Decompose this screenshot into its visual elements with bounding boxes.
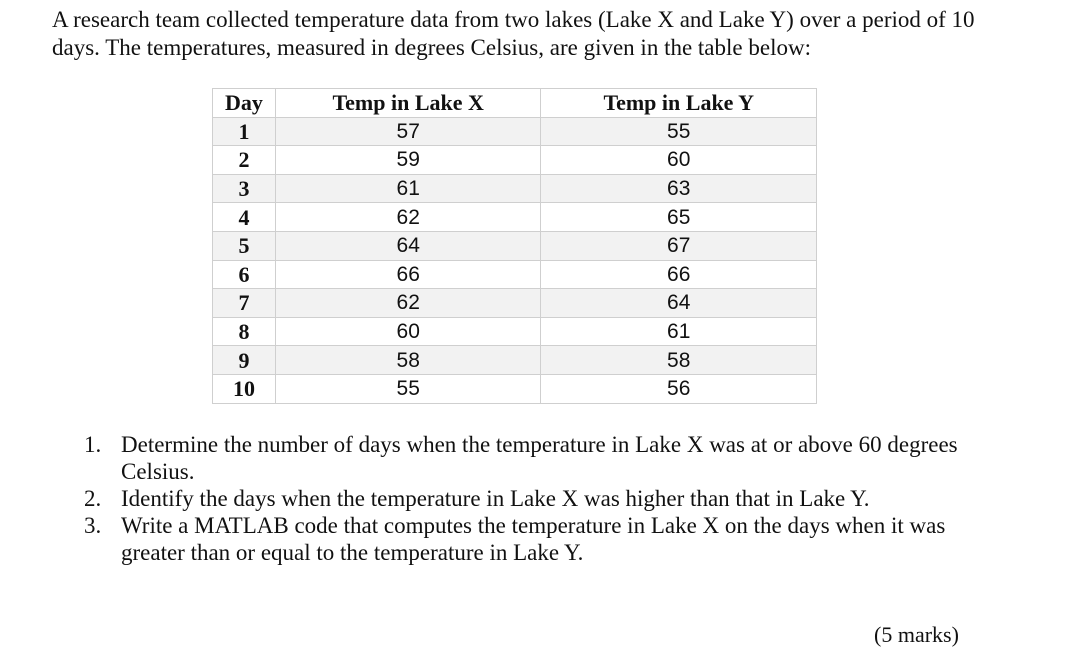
cell-temp-lake-x: 60 [275,317,541,346]
table-row [213,231,817,260]
table-row [213,374,817,403]
cell-temp-lake-y: 56 [541,374,817,403]
cell-day: 6 [213,260,276,289]
header-temp-lake-x: Temp in Lake X [275,89,541,118]
cell-temp-lake-x: 62 [275,203,541,232]
cell-temp-lake-y: 66 [541,260,817,289]
cell-temp-lake-y: 63 [541,174,817,203]
temperature-table [212,88,817,404]
cell-temp-lake-y: 55 [541,117,817,146]
question-text: Determine the number of days when the temperature in Lake X was at or above 60 degrees Celsius. [121,432,958,484]
cell-temp-lake-y: 60 [541,146,817,175]
cell-day: 5 [213,231,276,260]
cell-temp-lake-x: 66 [275,260,541,289]
cell-temp-lake-x: 59 [275,146,541,175]
cell-day: 10 [213,374,276,403]
table-header-row [213,89,817,118]
cell-day: 1 [213,117,276,146]
question-item [84,512,994,566]
cell-temp-lake-y: 64 [541,289,817,318]
question-list [84,431,994,566]
cell-day: 9 [213,346,276,375]
question-text: Identify the days when the temperature in Lake X was higher than that in Lake Y. [121,486,870,511]
question-item [84,485,994,512]
table-row [213,260,817,289]
table-row [213,174,817,203]
cell-day: 8 [213,317,276,346]
cell-temp-lake-x: 58 [275,346,541,375]
header-temp-lake-y: Temp in Lake Y [541,89,817,118]
table-row [213,146,817,175]
question-number: 1. [84,432,102,457]
cell-temp-lake-y: 67 [541,231,817,260]
cell-temp-lake-x: 55 [275,374,541,403]
cell-day: 4 [213,203,276,232]
table-row [213,289,817,318]
question-number: 3. [84,513,102,538]
cell-temp-lake-y: 65 [541,203,817,232]
question-number: 2. [84,486,102,511]
cell-day: 3 [213,174,276,203]
cell-day: 7 [213,289,276,318]
cell-temp-lake-x: 64 [275,231,541,260]
table-row [213,346,817,375]
question-item [84,431,994,485]
cell-temp-lake-x: 57 [275,117,541,146]
cell-temp-lake-x: 61 [275,174,541,203]
question-text: Write a MATLAB code that computes the temperature in Lake X on the days when it was greater than or equal to the temperature in Lake Y. [121,513,946,565]
cell-temp-lake-x: 62 [275,289,541,318]
cell-day: 2 [213,146,276,175]
table-row [213,317,817,346]
marks-label: (5 marks) [874,622,959,647]
table-row [213,203,817,232]
cell-temp-lake-y: 58 [541,346,817,375]
header-day: Day [213,89,276,118]
cell-temp-lake-y: 61 [541,317,817,346]
table-row [213,117,817,146]
table-body [213,117,817,403]
intro-paragraph: A research team collected temperature data from two lakes (Lake X and Lake Y) over a period of 10 days. The temperatures, measured in degrees Celsius, are given in the table below: [52,7,975,60]
